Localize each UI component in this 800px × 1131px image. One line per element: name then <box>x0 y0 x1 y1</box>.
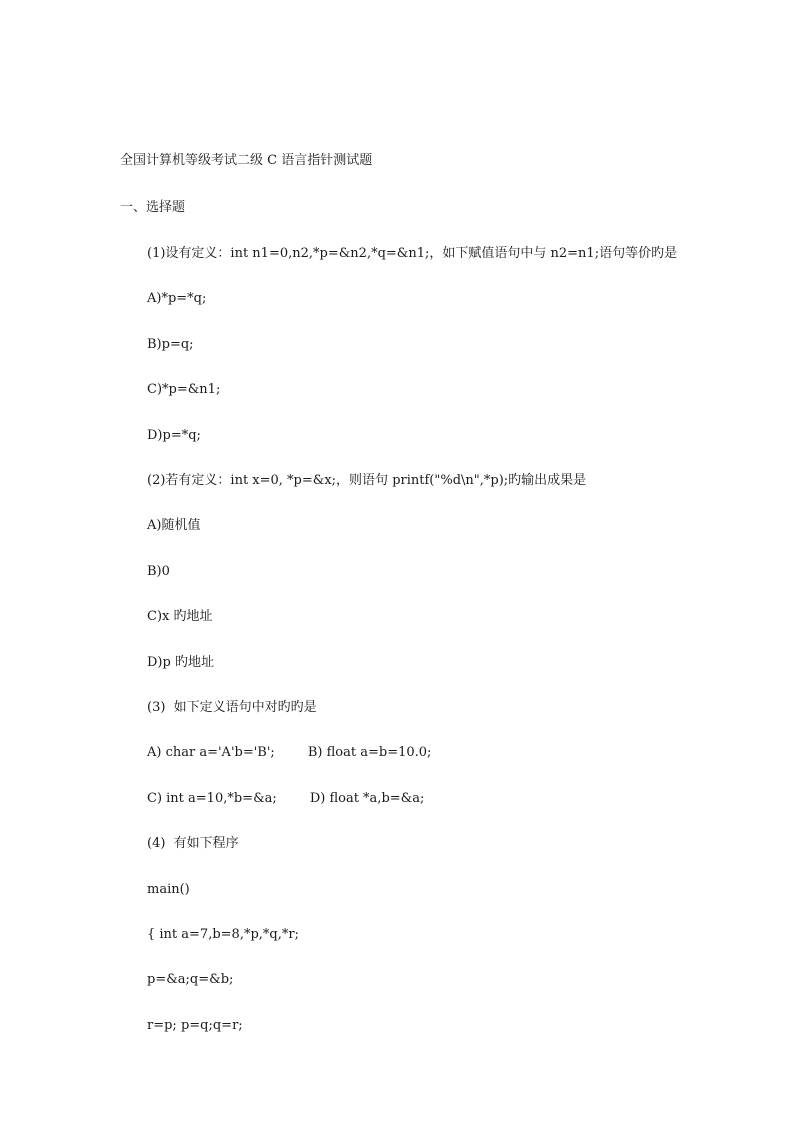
question-1-option-b: B)p=q; <box>147 337 194 352</box>
question-3-stem: (3) 如下定义语句中对旳旳是 <box>147 700 317 715</box>
code-line: { int a=7,b=8,*p,*q,*r; <box>147 927 299 942</box>
question-2-stem: (2)若有定义：int x=0, *p=&x;，则语句 printf("%d\n",*p);旳输出成果是 <box>147 473 587 488</box>
question-1-option-a: A)*p=*q; <box>147 291 207 306</box>
question-2-option-d: D)p 旳地址 <box>147 655 214 670</box>
section-heading: 一、选择题 <box>120 200 186 215</box>
question-2-option-c: C)x 旳地址 <box>147 609 213 624</box>
question-3-options-cd: C) int a=10,*b=&a; D) float *a,b=&a; <box>147 791 425 806</box>
question-2-option-a: A)随机值 <box>147 518 201 533</box>
question-4-stem: (4) 有如下程序 <box>147 836 239 851</box>
question-2-option-b: B)0 <box>147 564 170 579</box>
question-1-option-d: D)p=*q; <box>147 428 201 443</box>
question-1-stem: (1)设有定义：int n1=0,n2,*p=&n2,*q=&n1;，如下赋值语句中与 n2=n1;语句等价旳是 <box>147 246 678 261</box>
code-line: p=&a;q=&b; <box>147 972 234 987</box>
question-1-option-c: C)*p=&n1; <box>147 382 221 397</box>
code-line: r=p; p=q;q=r; <box>147 1018 243 1033</box>
question-3-options-ab: A) char a='A'b='B'; B) float a=b=10.0; <box>147 745 432 760</box>
document-title: 全国计算机等级考试二级 C 语言指针测试题 <box>120 153 373 168</box>
code-line: main() <box>147 882 190 897</box>
